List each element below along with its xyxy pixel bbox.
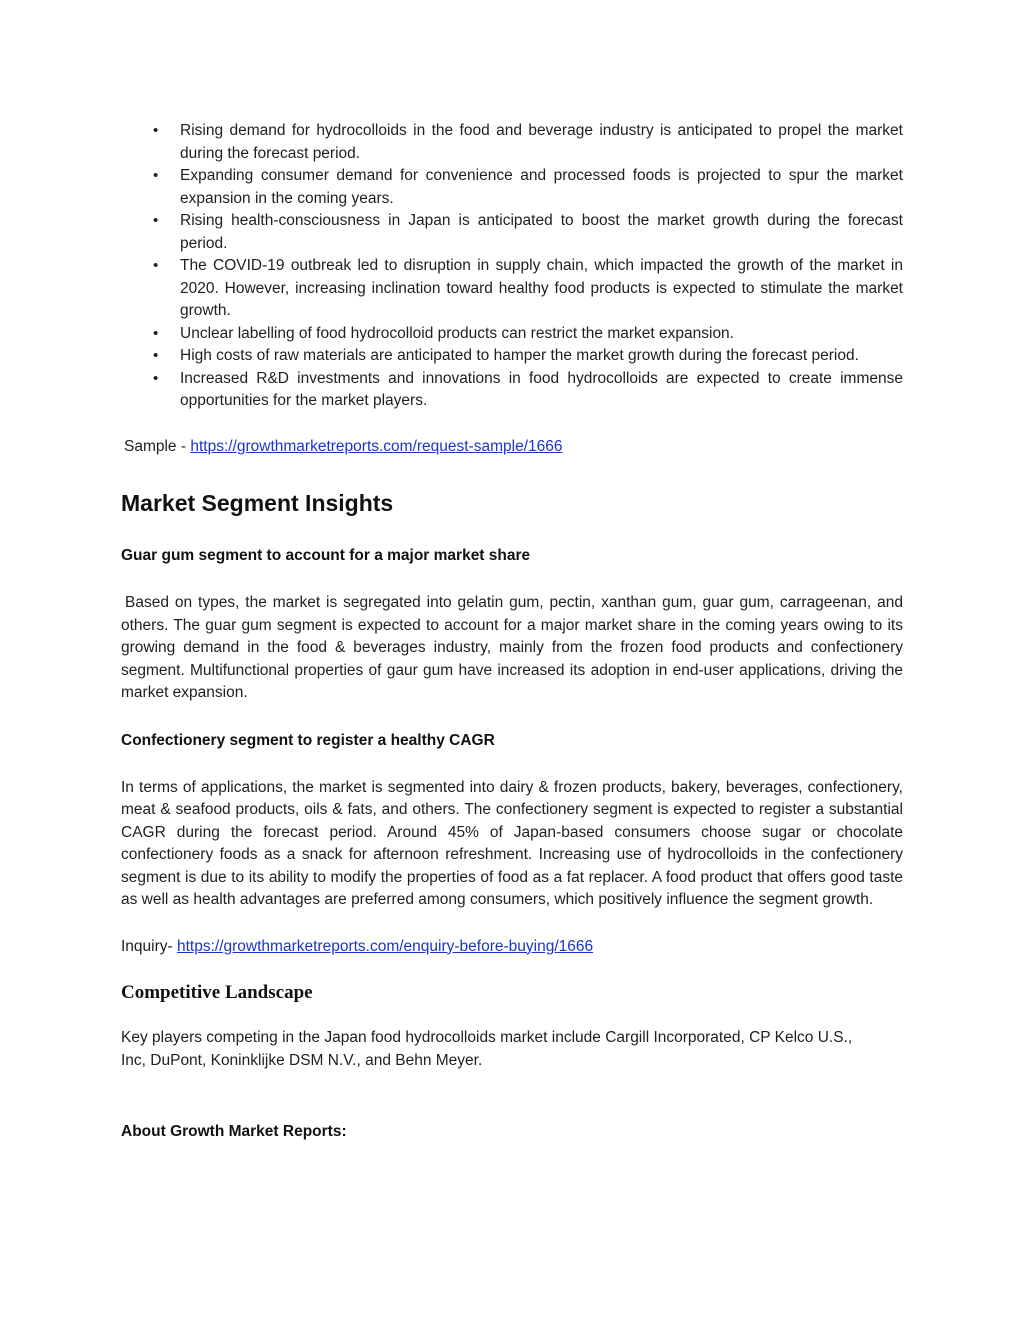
list-item: • Unclear labelling of food hydrocolloid products can restrict the market expansion. [121,323,903,346]
bullet-icon: • [153,324,159,342]
confectionery-heading: Confectionery segment to register a healthy CAGR [121,731,495,749]
inquiry-label: Inquiry- [121,937,177,955]
inquiry-line [121,936,903,959]
confectionery-paragraph: In terms of applications, the market is segmented into dairy & frozen products, bakery, beverages, confectionery, meat & seafood products, oils & fats, and others. The confectionery segment is expected to register a substantial CAGR during the forecast period. Around 45% of Japan-based consumers choose sugar or chocolate confectionery foods as a snack for afternoon refreshment. Increasing use of hydrocolloids in the confectionery segment is due to its ability to modify the properties of food as a fat replacer. A food product that offers good taste as well as health advantages are preferred among consumers, which positively influence the segment growth. [121,778,903,908]
list-item: • Rising health-consciousness in Japan is anticipated to boost the market growth during the forecast period. [153,212,903,252]
guar-gum-heading: Guar gum segment to account for a major market share [121,547,531,564]
inquiry-link[interactable]: https://growthmarketreports.com/enquiry-before-buying/1666 [177,937,594,955]
list-item: • Rising demand for hydrocolloids in the food and beverage industry is anticipated to propel the market during the forecast period. [153,122,903,162]
segment-insights-heading: Market Segment Insights [121,490,394,516]
about-heading: About Growth Market Reports: [121,1123,347,1140]
bullet-icon: • [153,212,159,229]
key-points-list [121,120,903,413]
bullet-icon: • [153,122,159,139]
bullet-icon: • [153,257,159,274]
list-item: • The COVID-19 outbreak led to disruption in supply chain, which impacted the growth of the market in 2020. However, increasing inclination toward healthy food products is expected to stimulate the market growth. [153,257,903,319]
sample-label: Sample - [124,437,191,455]
guar-gum-paragraph: Based on types, the market is segregated into gelatin gum, pectin, xanthan gum, guar gum, carrageenan, and others. The guar gum segment is expected to account for a major market share in the coming years owing to its growing demand in the food & beverages industry, mainly from the frozen food products and confectionery segment. Multifunctional properties of gaur gum have increased its adoption in end-user applications, driving the market expansion. [121,594,903,701]
list-item: • Expanding consumer demand for convenience and processed foods is projected to spur the market expansion in the coming years. [153,167,903,207]
bullet-icon: • [153,167,159,184]
bullet-icon: • [153,369,159,387]
bullet-icon: • [153,347,159,364]
competitive-landscape-heading: Competitive Landscape [121,982,313,1003]
sample-line [121,436,903,459]
sample-link[interactable]: https://growthmarketreports.com/request-sample/1666 [190,437,563,455]
list-item: • Increased R&D investments and innovations in food hydrocolloids are expected to create immense opportunities for the market players. [153,369,903,409]
list-item: • High costs of raw materials are anticipated to hamper the market growth during the forecast period. [121,345,903,368]
document-page [121,120,903,1143]
competitive-paragraph: Key players competing in the Japan food hydrocolloids market include Cargill Incorporated, CP Kelco U.S., Inc, DuPont, Koninklijke DSM N.V., and Behn Meyer. [121,1029,853,1069]
